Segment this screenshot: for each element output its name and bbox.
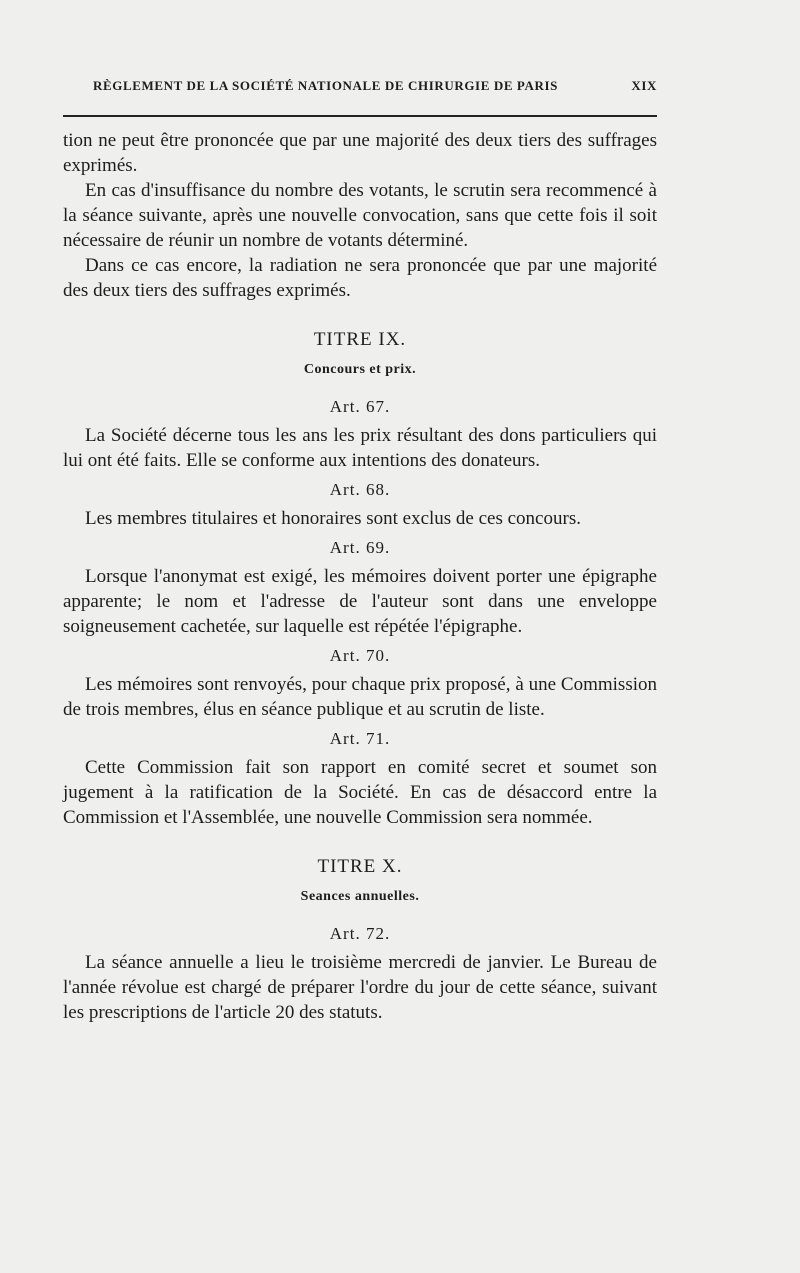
running-header	[63, 78, 657, 94]
page-number: XIX	[631, 78, 657, 93]
paragraph: Les membres titulaires et honoraires sont exclus de ces concours.	[85, 508, 581, 529]
section-title: TITRE X.	[317, 856, 403, 877]
section-title: TITRE IX.	[313, 329, 407, 350]
paragraph: Les mémoires sont renvoyés, pour chaque prix proposé, à une Commission de trois membres, élus en séance publique et au scrutin de liste.	[63, 674, 657, 720]
paragraph: En cas d'insuffisance du nombre des votants, le scrutin sera recommencé à la séance suivante, après une nouvelle convocation, sans que cette fois il soit nécessaire de réunir un nombre de votants déterminé.	[63, 180, 657, 251]
section-subtitle: Seances annuelles.	[300, 889, 420, 904]
article-heading: Art. 72.	[329, 924, 391, 943]
page-body	[63, 128, 657, 1025]
paragraph: tion ne peut être prononcée que par une majorité des deux tiers des suffrages exprimés.	[63, 130, 657, 176]
article-heading: Art. 70.	[329, 646, 391, 665]
header-rule	[63, 115, 657, 117]
paragraph: Lorsque l'anonymat est exigé, les mémoires doivent porter une épigraphe apparente; le nom et l'adresse de l'auteur sont dans une enveloppe soigneusement cachetée, sur laquelle est répétée l'épigraphe.	[63, 566, 657, 637]
paragraph: Cette Commission fait son rapport en comité secret et soumet son jugement à la ratification de la Société. En cas de désaccord entre la Commission et l'Assemblée, une nouvelle Commission sera nommée.	[63, 757, 657, 828]
article-heading: Art. 68.	[329, 480, 391, 499]
paragraph: La séance annuelle a lieu le troisième mercredi de janvier. Le Bureau de l'année révolue est chargé de préparer l'ordre du jour de cette séance, suivant les prescriptions de l'article 20 des statuts.	[63, 952, 657, 1023]
paragraph: La Société décerne tous les ans les prix résultant des dons particuliers qui lui ont été faits. Elle se conforme aux intentions des donateurs.	[63, 425, 657, 471]
paragraph: Dans ce cas encore, la radiation ne sera prononcée que par une majorité des deux tiers des suffrages exprimés.	[63, 255, 657, 301]
running-title: RÈGLEMENT DE LA SOCIÉTÉ NATIONALE DE CHIRURGIE DE PARIS	[93, 78, 558, 93]
article-heading: Art. 71.	[329, 729, 391, 748]
article-heading: Art. 67.	[329, 397, 391, 416]
section-subtitle: Concours et prix.	[303, 362, 417, 377]
article-heading: Art. 69.	[329, 538, 391, 557]
